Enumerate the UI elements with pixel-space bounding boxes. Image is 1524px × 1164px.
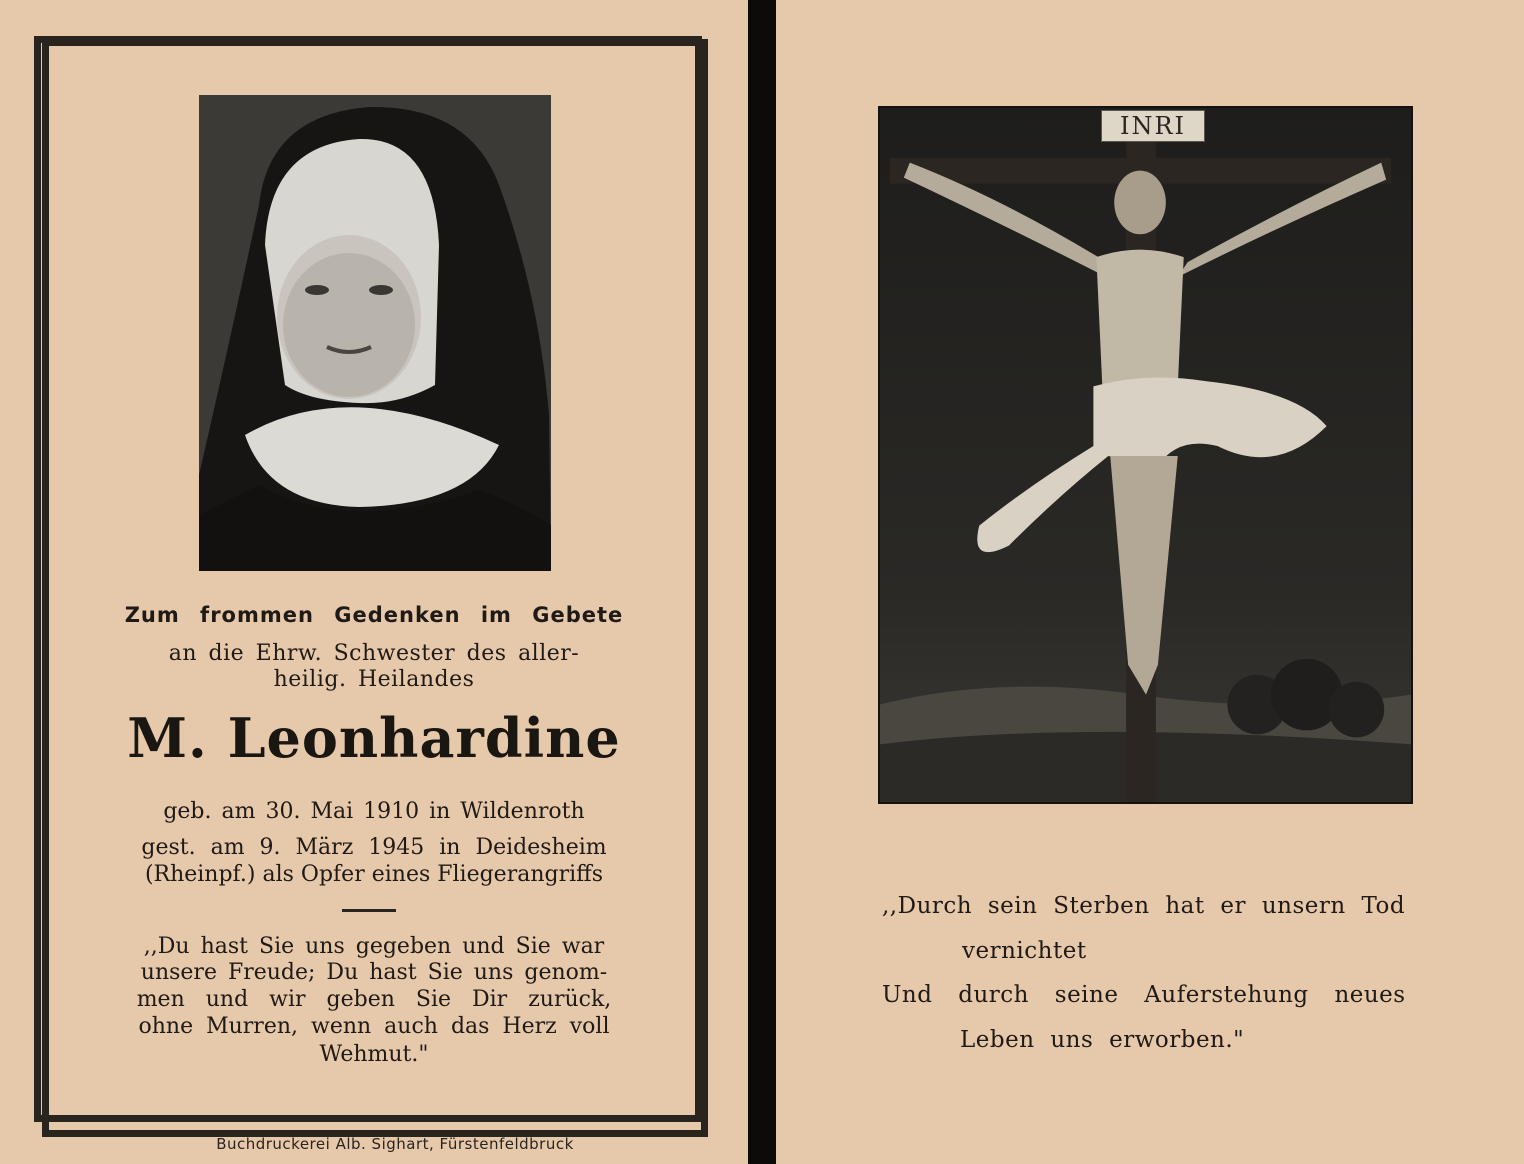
verse-line: ,,Du hast Sie uns gegeben und Sie war — [143, 934, 605, 959]
inri-plaque: INRI — [1101, 110, 1205, 142]
printer-credit: Buchdruckerei Alb. Sighart, Fürstenfeldbruck — [216, 1135, 574, 1153]
intro-line: heilig. Heilandes — [273, 667, 475, 692]
verse-line: ,,Durch sein Sterben hat er unsern Tod — [882, 893, 1406, 919]
intro-heading: Zum frommen Gedenken im Gebete — [124, 603, 624, 627]
verse-line: ohne Murren, wenn auch das Herz voll — [138, 1014, 610, 1039]
deceased-name: M. Leonhardine — [127, 706, 621, 770]
verse-line: men und wir geben Sie Dir zurück, — [136, 987, 612, 1012]
verse-line: Wehmut." — [319, 1042, 429, 1067]
verse-line: vernichtet — [962, 938, 1087, 964]
verse-line: Und durch seine Auferstehung neues — [882, 982, 1406, 1008]
death-info: (Rheinpf.) als Opfer eines Fliegerangriffs — [144, 862, 604, 887]
birth-info: geb. am 30. Mai 1910 in Wildenroth — [163, 799, 585, 824]
verse-line: Leben uns erworben." — [960, 1027, 1245, 1053]
crucifixion-image — [878, 106, 1413, 804]
intro-line: an die Ehrw. Schwester des aller- — [168, 641, 580, 666]
death-info: gest. am 9. März 1945 in Deidesheim — [141, 835, 607, 860]
card-border-back — [42, 39, 708, 1137]
verse-line: unsere Freude; Du hast Sie uns genom- — [140, 960, 608, 985]
